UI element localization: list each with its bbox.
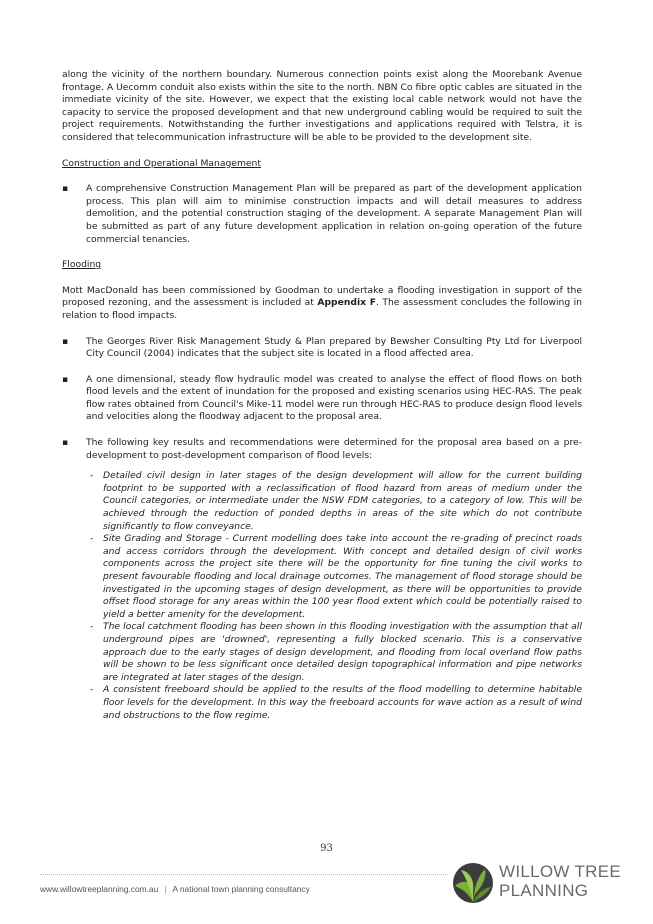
flooding-intro-start: Mott MacDonald has been commissioned by Goodman to undertake a flooding investigation in support of the proposed rezoning, and the assessment is included at	[62, 284, 582, 309]
page-number: 93	[320, 843, 333, 854]
dash-icon: -	[90, 533, 94, 545]
dash-icon: -	[90, 621, 94, 633]
flooding-bullet-text: The following key results and recommendations were determined for the proposal area based on a pre-development to post-development comparison of flood levels:	[86, 437, 582, 461]
flooding-intro	[62, 285, 582, 323]
flooding-bullet	[62, 336, 582, 361]
list-item-text: The local catchment flooding has been shown in this flooding investigation with the assumption that all underground pipes are 'drowned', representing a fully blocked scenario. This is a conservative approach due to the early stages of design development, and flooding from local overland flow paths will be shown to be less significant once detailed design topographical information and pipe networks are integrated at later stages of the design.	[103, 621, 582, 683]
logo-wordmark	[499, 862, 621, 900]
list-item	[62, 470, 582, 533]
list-item-text: A consistent freeboard should be applied to the results of the flood modelling to determine habitable floor levels for the development. In this way the freeboard accounts for wave action as a result of wind and obstructions to the flow regime.	[103, 684, 582, 721]
appendix-reference: Appendix F	[317, 297, 376, 309]
flooding-bullet	[62, 437, 582, 462]
page-body	[62, 69, 582, 722]
construction-heading: Construction and Operational Management	[62, 157, 261, 169]
list-item	[62, 621, 582, 684]
list-item	[62, 684, 582, 722]
dash-icon: -	[90, 470, 94, 482]
footer-divider	[40, 874, 448, 875]
footer-separator: |	[164, 884, 167, 894]
tree-logo-icon	[452, 862, 494, 904]
bullet-icon: ▪	[62, 438, 69, 449]
recommendations-list	[62, 470, 582, 722]
construction-bullet	[62, 183, 582, 246]
logo-line-1: WILLOW TREE	[499, 862, 622, 881]
intro-paragraph: along the vicinity of the northern boundary. Numerous connection points exist along the Moorebank Avenue frontage. A Uecomm conduit also exists within the site to the north. NBN Co fibre optic cables are situated in the immediate vicinity of the site. However, we expect that the existing local cable network would not have the capacity to service the proposed development and that new underground cabling would be required to suit the project requirements. Notwithstanding the further investigations and applications required with Telstra, it is considered that telecommunication infrastructure will be able to be provided to the development site.	[62, 69, 582, 143]
construction-bullet-text: A comprehensive Construction Management Plan will be prepared as part of the development application process. This plan will aim to minimise construction impacts and will detail measures to address demolition, and the potential construction staging of the development. A separate Management Plan will be submitted as part of any future development application in relation on-going operation of the future commercial tenancies.	[86, 183, 582, 245]
footer-tagline: A national town planning consultancy	[172, 884, 310, 894]
flooding-heading: Flooding	[62, 259, 102, 271]
flooding-intro-end: . The assessment concludes the following in relation to flood impacts.	[62, 297, 582, 321]
company-logo	[452, 858, 627, 906]
bullet-icon: ▪	[62, 336, 69, 347]
logo-line-2: PLANNING	[499, 881, 589, 900]
footer	[40, 884, 310, 894]
footer-website: www.willowtreeplanning.com.au	[40, 884, 159, 894]
flooding-bullet	[62, 374, 582, 424]
flooding-bullet-text: A one dimensional, steady flow hydraulic model was created to analyse the effect of flood flows on both flood levels and the extent of inundation for the proposed and existing scenarios using HEC-RAS. The peak flow rates obtained from Council's Mike-11 model were run through HEC-RAS to produce design flood levels and velocities along the floodway adjacent to the proposal area.	[86, 373, 582, 423]
list-item-text: Detailed civil design in later stages of the design development will allow for the current building footprint to be supported with a reclassification of flood hazard from areas of medium under the Council categories, or intermediate under the NSW FDM categories, to a category of low. This will be achieved through the reduction of ponded depths in areas of the site which do not contribute significantly to flow conveyance.	[103, 470, 582, 532]
bullet-icon: ▪	[62, 374, 69, 385]
flooding-bullet-text: The Georges River Risk Management Study & Plan prepared by Bewsher Consulting Pty Ltd for Liverpool City Council (2004) indicates that the subject site is located in a flood affected area.	[86, 335, 582, 360]
dash-icon: -	[90, 684, 94, 696]
bullet-icon: ▪	[62, 184, 69, 195]
list-item-text: Site Grading and Storage - Current modelling does take into account the re-grading of precinct roads and access corridors through the development. With concept and detailed design of civil works components across the project site there will be the opportunity for fine tuning the civil works to present favourable flooding and local drainage outcomes. The management of flood storage should be investigated in the upcoming stages of design development, as there will be opportunities to provide offset flood storage for any areas within the 100 year flood extent which could be potentially raised to yield a better amenity for the development.	[103, 533, 582, 620]
list-item	[62, 533, 582, 621]
